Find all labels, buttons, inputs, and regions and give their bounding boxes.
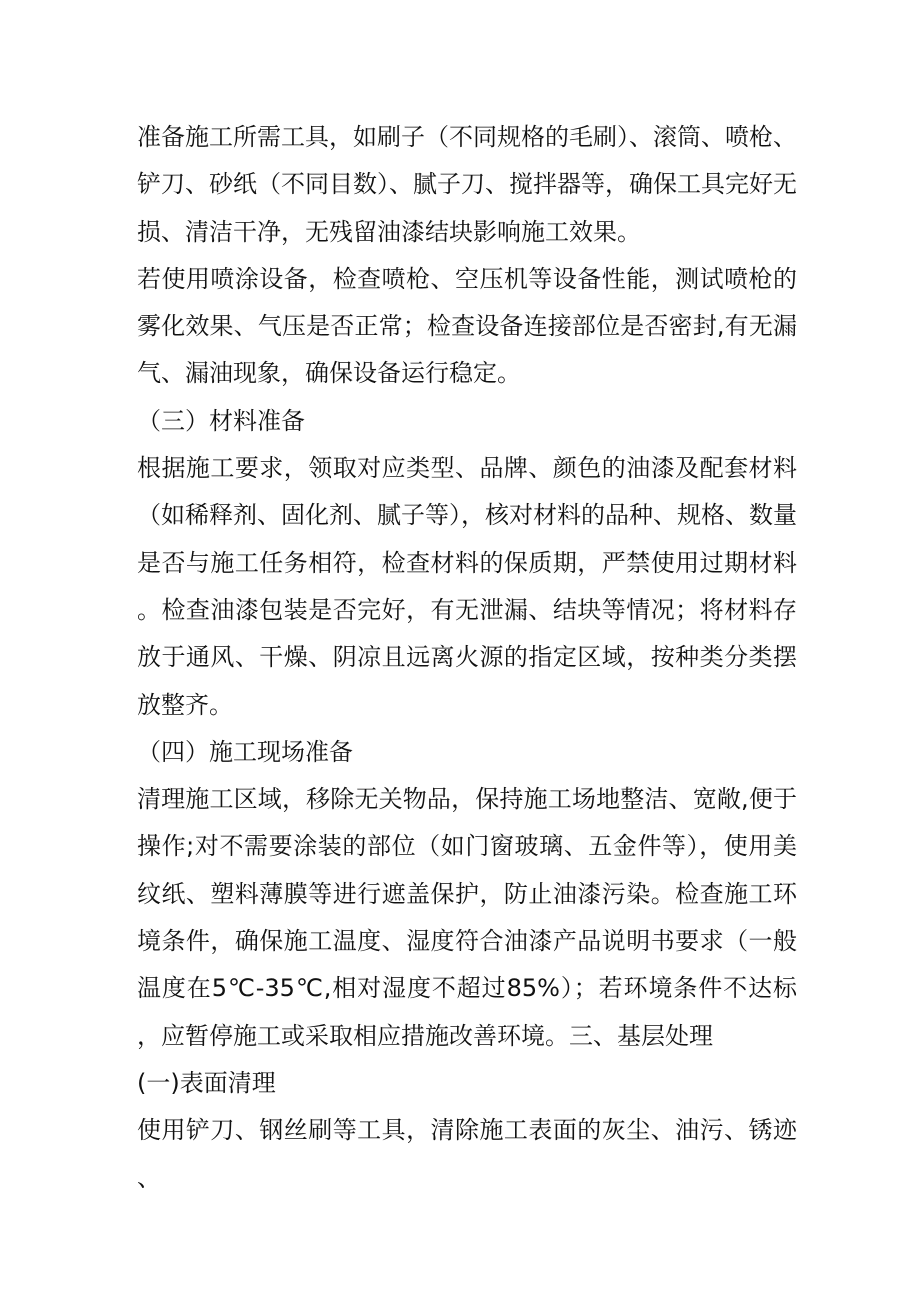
section-heading-surface-cleaning: (一)表面清理 xyxy=(137,1068,276,1097)
paragraph-tools-preparation: 准备施工所需工具，如刷子（不同规格的毛刷）、滚筒、喷枪、铲刀、砂纸（不同目数）、腻子刀、搅拌器等，确保工具完好无损、清洁干净，无残留油漆结块影响施工效果。 xyxy=(137,123,797,246)
paragraph-site-preparation: 清理施工区域，移除无关物品，保持施工场地整洁、宽敞,便于操作;对不需要涂装的部位（如门窗玻璃、五金件等），使用美纹纸、塑料薄膜等进行遮盖保护，防止油漆污染。检查施工环境条件，确保施工温度、湿度符合油漆产品说明书要求（一般温度在5℃-35℃,相对湿度不超过85%）；若环境条件不达标，应暂停施工或采取相应措施改善环境。三、基层处理 xyxy=(137,785,797,1050)
section-heading-site-preparation: （四）施工现场准备 xyxy=(137,737,353,766)
paragraph-materials-preparation: 根据施工要求，领取对应类型、品牌、颜色的油漆及配套材料（如稀释剂、固化剂、腻子等），核对材料的品种、规格、数量是否与施工任务相符，检查材料的保质期，严禁使用过期材料。检查油漆包装是否完好，有无泄漏、结块等情况；将材料存放于通风、干燥、阴凉且远离火源的指定区域，按种类分类摆放整齐。 xyxy=(137,454,797,719)
paragraph-surface-cleaning: 使用铲刀、钢丝刷等工具，清除施工表面的灰尘、油污、锈迹、 xyxy=(137,1116,797,1192)
document-body xyxy=(137,114,797,1202)
paragraph-spray-equipment-check: 若使用喷涂设备，检查喷枪、空压机等设备性能，测试喷枪的雾化效果、气压是否正常；检查设备连接部位是否密封,有无漏气、漏油现象，确保设备运行稳定。 xyxy=(137,264,797,388)
section-heading-materials: （三）材料准备 xyxy=(137,406,305,435)
